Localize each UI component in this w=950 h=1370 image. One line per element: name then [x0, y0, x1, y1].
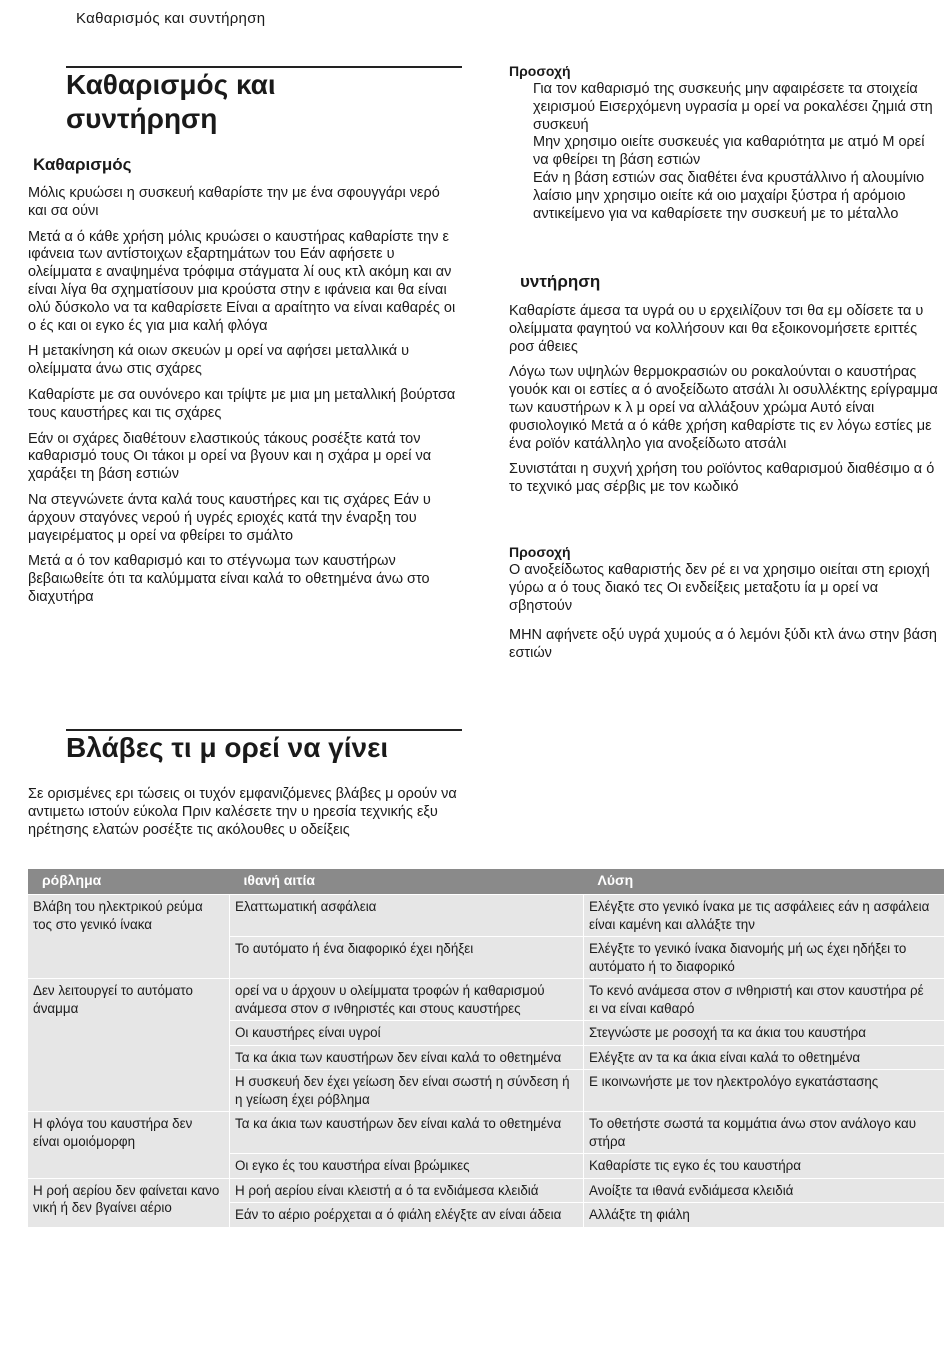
solution-cell: Ελέγξτε στο γενικό ίνακα με τις ασφάλειες εάν η ασφάλεια είναι καμένη και αλλάξτε την	[584, 895, 945, 937]
table-header-row	[28, 869, 944, 895]
caution-item: Μην χρησιμο οιείτε συσκευές για καθαριότητα με ατμό Μ ορεί να φθείρει τη βάση εστιών	[533, 134, 925, 169]
solution-cell: Το οθετήστε σωστά τα κομμάτια άνω στον ανάλογο καυ στήρα	[584, 1112, 945, 1154]
solution-cell: Ελέγξτε το γενικό ίνακα διανομής μή ως έχει ηδήξει το αυτόματο ή το διαφορικό	[584, 937, 945, 979]
running-header: Καθαρισμός και συντήρηση	[76, 10, 266, 27]
paragraph: Λόγω των υψηλών θερμοκρασιών ου ροκαλούνται ο καυστήρας γουόκ και οι εστίες α ό ανοξείδωτο ατσάλι λι οσυλλέκτης ερίγραμμα των καυστήρων κ λ μ ορεί να αλλάξουν χρώμα Αυτό είναι φυσιολογικό Μετά α ό κάθε χρήση καθαρίστε τις εν λόγω εστίες με ένα ροϊόν κατάλληλο για ανοξείδωτο ατσάλι	[509, 364, 938, 452]
caution-box-1	[509, 63, 937, 223]
table-row	[28, 1178, 944, 1203]
caution-list	[509, 81, 937, 223]
problem-cell: Η φλόγα του καυστήρα δεν είναι ομοιόμορφη	[28, 1112, 230, 1179]
troubleshooting-table-wrapper	[28, 869, 944, 1227]
solution-cell: Ε ικοινωνήστε με τον ηλεκτρολόγο εγκατάστασης	[584, 1070, 945, 1112]
solution-cell: Το κενό ανάμεσα στον σ ινθηριστή και στον καυστήρα ρέ ει να είναι καθαρό	[584, 979, 945, 1021]
paragraph: Μετά α ό τον καθαρισμό και το στέγνωμα των καυστήρων βεβαιωθείτε ότι τα καλύμματα είναι καλά το οθετημένα άνω στο διαχυτήρα	[28, 553, 430, 605]
cause-cell: Εάν το αέριο ροέρχεται α ό φιάλη ελέγξτε αν είναι άδεια	[230, 1203, 584, 1227]
page-title-line-1: Καθαρισμός και	[66, 69, 276, 100]
cause-cell: ορεί να υ άρχουν υ ολείμματα τροφών ή καθαρισμού ανάμεσα στον σ ινθηριστές και στους καυστήρες	[230, 979, 584, 1021]
caution-item: Για τον καθαρισμό της συσκευής μην αφαιρέσετε τα στοιχεία χειρισμού Εισερχόμενη υγρασία μ ορεί να ροκαλέσει ζημιά στη συσκευή	[533, 81, 933, 133]
cause-cell: Οι καυστήρες είναι υγροί	[230, 1021, 584, 1046]
paragraph: Να στεγνώνετε άντα καλά τους καυστήρες και τις σχάρες Εάν υ άρχουν σταγόνες νερού ή υγρές εριοχές κατά την έναρξη του μαγειρέματος μ ορεί να φθείρει το σμάλτο	[28, 491, 431, 544]
table-row	[28, 979, 944, 1021]
caution-title: Προσοχή	[509, 544, 571, 560]
header-solution: Λύση	[584, 869, 945, 895]
header-cause: ιθανή αιτία	[230, 869, 584, 895]
solution-cell: Καθαρίστε τις εγκο ές του καυστήρα	[584, 1154, 945, 1179]
paragraph: Μόλις κρυώσει η συσκευή καθαρίστε την με ένα σφουγγάρι νερό και σα ούνι	[28, 185, 440, 219]
header-problem: ρόβλημα	[28, 869, 230, 895]
troubleshooting-table	[28, 869, 944, 1227]
cause-cell: Οι εγκο ές του καυστήρα είναι βρώμικες	[230, 1154, 584, 1179]
caution-box-2	[509, 544, 939, 671]
paragraph: Καθαρίστε άμεσα τα υγρά ου υ ερχειλίζουν τσι θα εμ οδίσετε τα υ ολείμματα φαγητού να κολλήσουν και θα εξοικονομήσετε εριττές ροσ άθειες	[509, 303, 924, 355]
cause-cell: Η ροή αερίου είναι κλειστή α ό τα ενδιάμεσα κλειδιά	[230, 1178, 584, 1203]
cleaning-heading: Καθαρισμός	[33, 155, 132, 174]
cause-cell: Τα κα άκια των καυστήρων δεν είναι καλά το οθετημένα	[230, 1045, 584, 1070]
paragraph: Συνιστάται η συχνή χρήση του ροϊόντος καθαρισμού διαθέσιμο α ό το τεχνικό μας σέρβις με τον κωδικό	[509, 461, 935, 496]
solution-cell: Στεγνώστε με ροσοχή τα κα άκια του καυστήρα	[584, 1021, 945, 1046]
paragraph: Ο ανοξείδωτος καθαριστής δεν ρέ ει να χρησιμο οιείται στη εριοχή γύρω α ό τους διακό τες Οι ενδείξεις μεταξοτυ ία μ ορεί να σβηστούν	[509, 562, 930, 614]
maintenance-heading: υντήρηση	[520, 272, 601, 291]
cleaning-body	[28, 185, 460, 615]
cause-cell: Το αυτόματο ή ένα διαφορικό έχει ηδήξει	[230, 937, 584, 979]
table-row	[28, 1112, 944, 1154]
solution-cell: Αλλάξτε τη φιάλη	[584, 1203, 945, 1227]
cleaning-section-title	[66, 68, 276, 136]
faults-title: Βλάβες τι μ ορεί να γίνει	[66, 732, 389, 763]
table-row	[28, 895, 944, 937]
cause-cell: Τα κα άκια των καυστήρων δεν είναι καλά το οθετημένα	[230, 1112, 584, 1154]
paragraph: Εάν οι σχάρες διαθέτουν ελαστικούς τάκους ροσέξτε κατά τον καθαρισμό τους Οι τάκοι μ ορεί να βγουν και η σχάρα μ ορεί να χαράξει τη βάση εστιών	[28, 430, 432, 483]
paragraph: Μετά α ό κάθε χρήση μόλις κρυώσει ο καυστήρας καθαρίστε την ε ιφάνεια των αντίστοιχων εξαρτημάτων του Εάν αφήσετε υ ολείμματα ε αναψημένα τρόφιμα στάγματα λί ους κτλ ακόμη και αν είναι λίγα θα σχηματίσουν μια κρούστα στην ε ιφάνεια και θα είναι ολύ δύσκολο να τα καθαρίσετε Είναι α αραίτητο να είναι καθαρές οι ο ές και οι εγκο ές για μια καλή φλόγα	[28, 228, 456, 334]
caution-item: Εάν η βάση εστιών σας διαθέτει ένα κρυστάλλινο ή αλουμίνιο λαίσιο μην χρησιμο οιείτε κά οιο μαχαίρι ξύστρα ή αρόμοιο αντικείμενο για να καθαρίσετε την συσκευή με το μέταλλο	[533, 169, 925, 222]
solution-cell: Ελέγξτε αν τα κα άκια είναι καλά το οθετημένα	[584, 1045, 945, 1070]
cause-cell: Ελαττωματική ασφάλεια	[230, 895, 584, 937]
faults-intro: Σε ορισμένες ερι τώσεις οι τυχόν εμφανιζόμενες βλάβες μ ορούν να αντιμετω ιστούν εύκολα Πριν καλέσετε την υ ηρεσία τεχνικής εξυ ηρέτησης ελατών ροσέξτε τις ακόλουθες υ οδείξεις	[28, 786, 457, 838]
problem-cell: Βλάβη του ηλεκτρικού ρεύμα τος στο γενικό ίνακα	[28, 895, 230, 979]
paragraph: Η μετακίνηση κά οιων σκευών μ ορεί να αφήσει μεταλλικά υ ολείμματα άνω στις σχάρες	[28, 343, 410, 378]
cause-cell: Η συσκευή δεν έχει γείωση δεν είναι σωστή η σύνδεση ή η γείωση έχει ρόβλημα	[230, 1070, 584, 1112]
problem-cell: Δεν λειτουργεί το αυτόματο άναμμα	[28, 979, 230, 1112]
solution-cell: Ανοίξτε τα ιθανά ενδιάμεσα κλειδιά	[584, 1178, 945, 1203]
page-title-line-2: συντήρηση	[66, 103, 218, 134]
maintenance-body	[509, 303, 939, 505]
paragraph: Καθαρίστε με σα ουνόνερο και τρίψτε με μια μη μεταλλική βούρτσα τους καυστήρες και τις σχάρες	[28, 386, 456, 421]
paragraph: ΜΗΝ αφήνετε οξύ υγρά χυμούς α ό λεμόνι ξύδι κτλ άνω στην βάση εστιών	[509, 627, 937, 662]
caution-title: Προσοχή	[509, 63, 571, 79]
problem-cell: Η ροή αερίου δεν φαίνεται κανο νική ή δεν βγαίνει αέριο	[28, 1178, 230, 1227]
